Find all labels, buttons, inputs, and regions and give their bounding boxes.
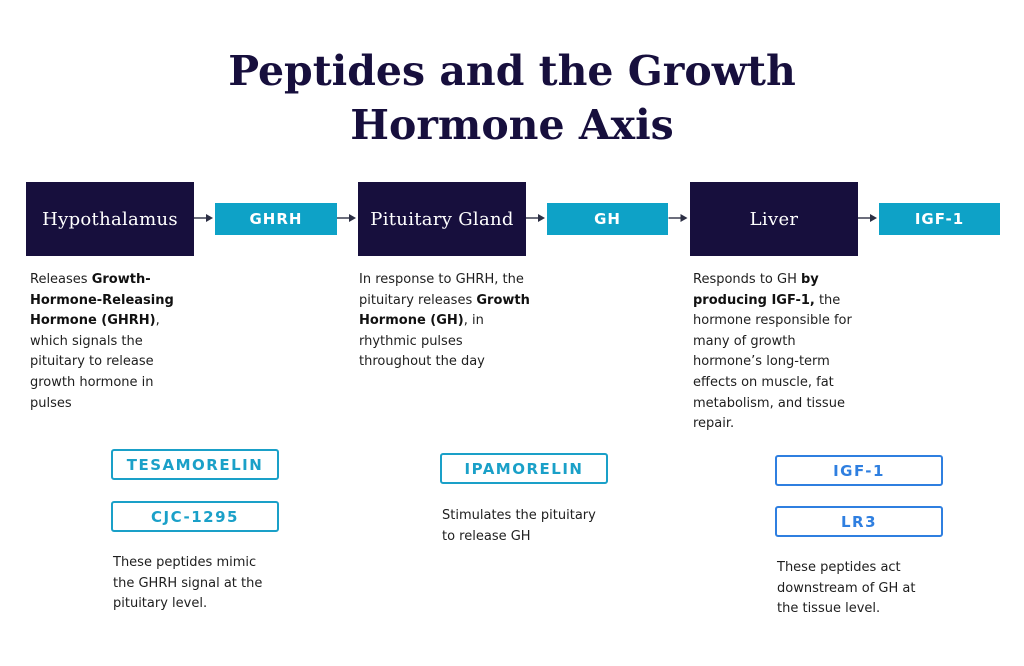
igf-peptides-note: These peptides act downstream of GH at the tissue level. [777, 560, 916, 617]
page-title [0, 44, 1024, 152]
ghrh-hormone-box: GHRH [215, 203, 337, 235]
arrow-right-icon [194, 212, 214, 224]
igf-1-hormone-box: IGF-1 [879, 203, 1000, 235]
arrow-right-icon [526, 212, 546, 224]
arrow-right-icon [668, 212, 689, 224]
gh-peptides-note: Stimulates the pituitary to release GH [442, 508, 596, 544]
hypothalamus-box: Hypothalamus [26, 182, 194, 256]
peptide-igf-1: IGF-1 [775, 455, 943, 486]
peptide-ipamorelin: IPAMORELIN [440, 453, 608, 484]
liver-description: Responds to GH by producing IGF-1, the hormone responsible for many of growth hormone’s long-term effects on muscle, fat metabolism, and tissue repair. [693, 272, 852, 432]
pituitary-description: In response to GHRH, the pituitary releases Growth Hormone (GH), in rhythmic pulses throughout the day [359, 272, 530, 370]
peptide-cjc-1295: CJC-1295 [111, 501, 279, 532]
liver-box: Liver [690, 182, 858, 256]
peptide-tesamorelin: TESAMORELIN [111, 449, 279, 480]
arrow-right-icon [858, 212, 878, 224]
gh-hormone-box: GH [547, 203, 668, 235]
title-line-2: Hormone Axis [350, 101, 674, 149]
ghrh-peptides-note: These peptides mimic the GHRH signal at the pituitary level. [113, 555, 263, 612]
peptide-lr3: LR3 [775, 506, 943, 537]
arrow-right-icon [337, 212, 357, 224]
pituitary-gland-box: Pituitary Gland [358, 182, 526, 256]
hypothalamus-description: Releases Growth-Hormone-Releasing Hormone (GHRH), which signals the pituitary to release growth hormone in pulses [30, 272, 174, 411]
title-line-1: Peptides and the Growth [228, 47, 796, 95]
